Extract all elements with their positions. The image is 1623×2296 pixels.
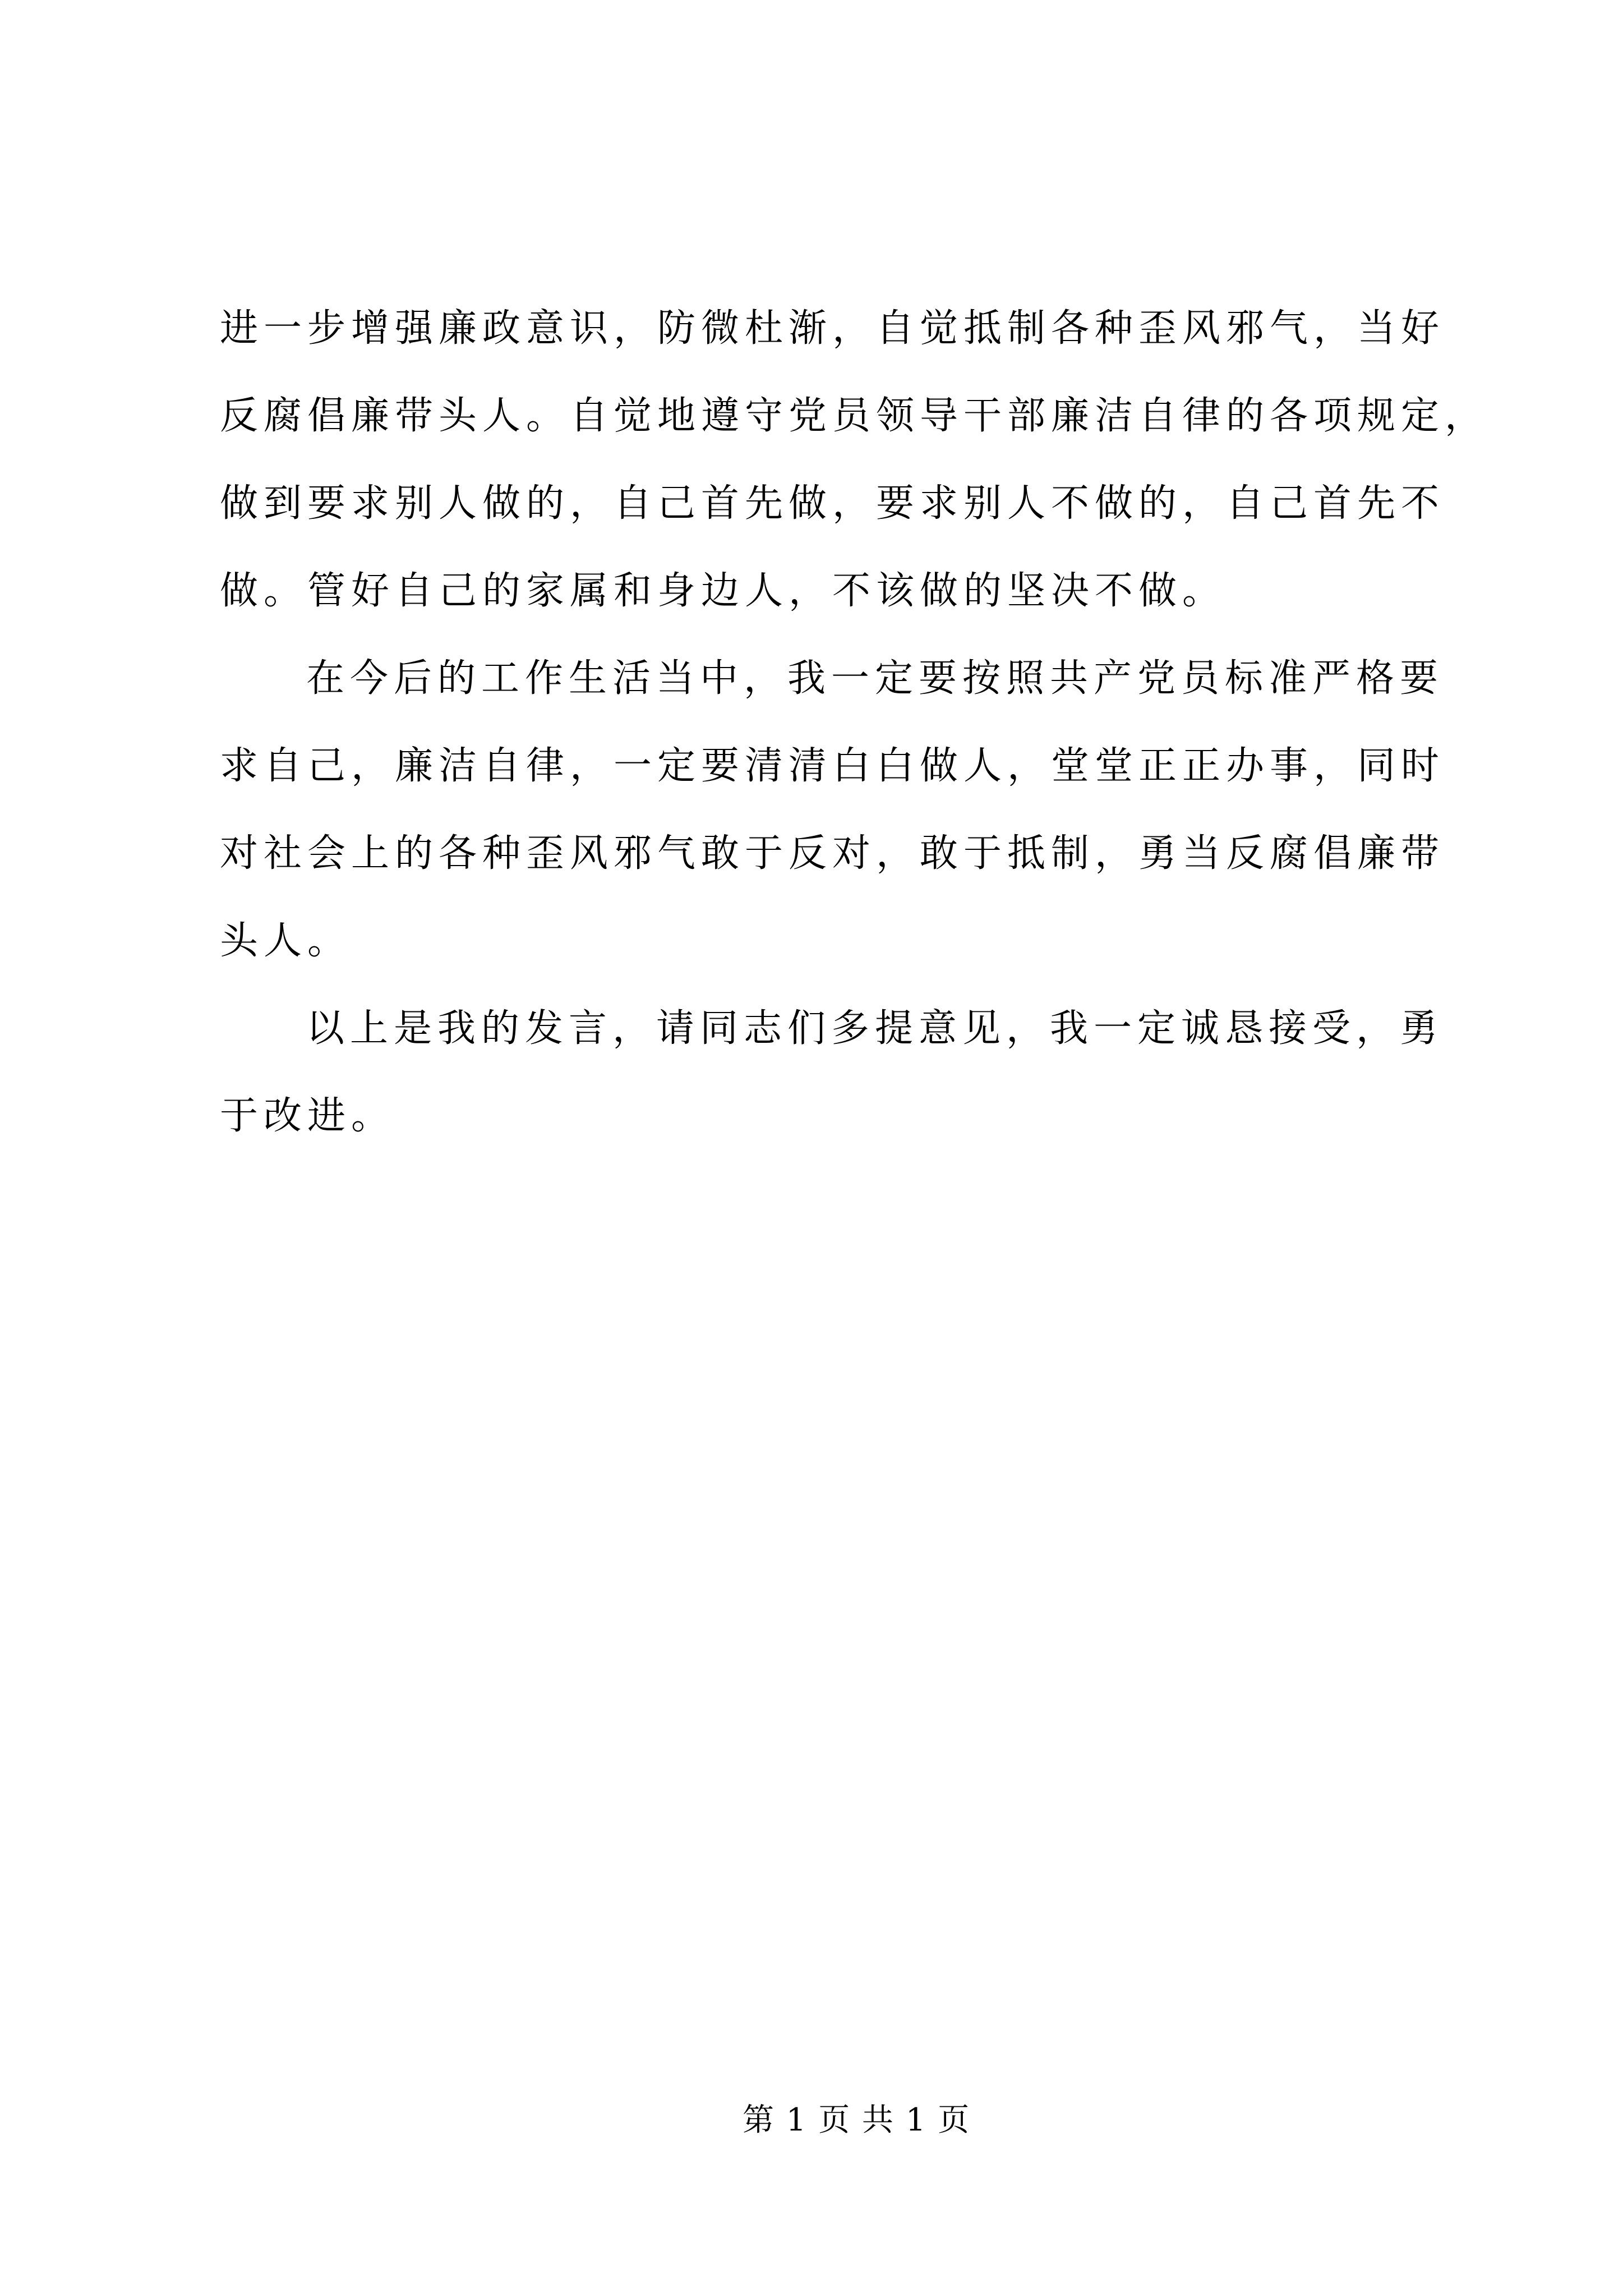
body-line-4: 做。管好自己的家属和身边人，不该做的坚决不做。 xyxy=(220,569,1227,613)
body-line-2: 反腐倡廉带头人。自觉地遵守党员领导干部廉洁自律的各项规定， xyxy=(220,394,1489,438)
body-line-10: 于改进。 xyxy=(220,1094,395,1138)
body-line-7: 对社会上的各种歪风邪气敢于反对，敢于抵制，勇当反腐倡廉带 xyxy=(220,831,1445,876)
body-line-1: 进一步增强廉政意识，防微杜渐，自觉抵制各种歪风邪气，当好 xyxy=(220,306,1445,351)
page-footer: 第 1 页 共 1 页 xyxy=(743,2102,971,2138)
body-line-5: 在今后的工作生活当中，我一定要按照共产党员标准严格要 xyxy=(306,656,1444,701)
body-line-3: 做到要求别人做的，自己首先做，要求别人不做的，自己首先不 xyxy=(220,481,1445,526)
body-line-8: 头人。 xyxy=(220,919,352,963)
body-line-9: 以上是我的发言，请同志们多提意见，我一定诚恳接受，勇 xyxy=(306,1006,1444,1051)
body-line-6: 求自己，廉洁自律，一定要清清白白做人，堂堂正正办事，同时 xyxy=(220,744,1445,788)
